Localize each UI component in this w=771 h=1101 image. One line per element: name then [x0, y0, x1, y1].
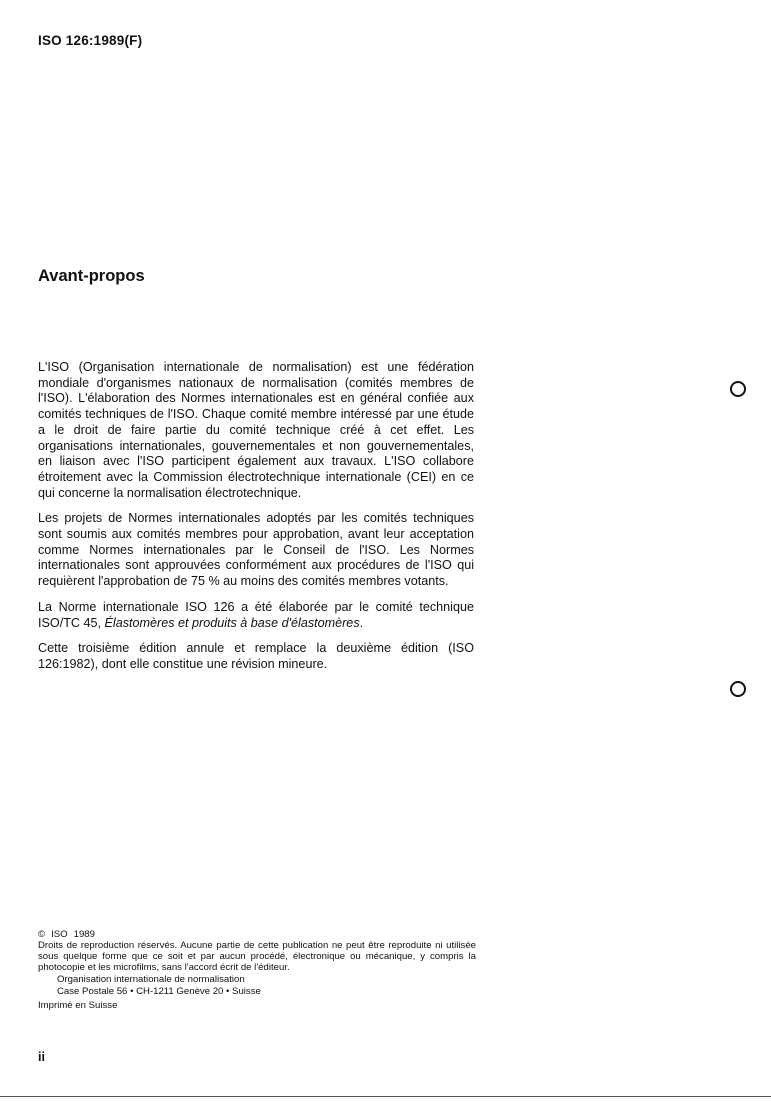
- paragraph-technical-committee: [38, 600, 474, 631]
- publisher-address: Case Postale 56 • CH-1211 Genève 20 • Suisse: [57, 986, 261, 997]
- copyright-rights: Droits de reproduction réservés. Aucune partie de cette publication ne peut être reproduite ni utilisée sous quelque forme que ce soit et par aucun procédé, électronique ou mécanique, y compris la photocopie et les microfilms, sans l'accord écrit de l'éditeur.: [38, 940, 476, 973]
- committee-intro-text: La Norme internationale ISO 126 a été élaborée par le comité technique ISO/TC 45,: [38, 599, 474, 630]
- page-number: ii: [38, 1050, 45, 1064]
- printed-in: Imprimé en Suisse: [38, 1000, 118, 1011]
- committee-name: Élastomères et produits à base d'élastomères: [104, 615, 360, 630]
- paragraph-edition-note: Cette troisième édition annule et remplace la deuxième édition (ISO 126:1982), dont elle constitue une révision mineure.: [38, 641, 474, 671]
- paragraph-approval-process: Les projets de Normes internationales adoptés par les comités techniques sont soumis aux comités membres pour approbation, avant leur acceptation comme Normes internationales par le Conseil de l'ISO. Les Normes internationales sont approuvées conformément aux procédures de l'ISO qui requièrent l'approbation de 75 % au moins des comités membres votants.: [38, 511, 474, 589]
- publisher-name: Organisation internationale de normalisation: [57, 974, 245, 985]
- punch-hole-upper: [730, 381, 746, 397]
- copyright-owner: ISO: [51, 929, 68, 940]
- section-title: Avant-propos: [38, 267, 145, 285]
- paragraph-iso-description: L'ISO (Organisation internationale de normalisation) est une fédération mondiale d'organismes nationaux de normalisation (comités membres de l'ISO). L'élaboration des Normes internationales est en général confiée aux comités techniques de l'ISO. Chaque comité membre intéressé par une étude a le droit de faire partie du comité technique créé à cet effet. Les organisations internationales, gouvernementales et non gouvernementales, en liaison avec l'ISO participent également aux travaux. L'ISO collabore étroitement avec la Commission électrotechnique internationale (CEI) en ce qui concerne la normalisation électrotechnique.: [38, 360, 474, 500]
- document-header: ISO 126:1989(F): [38, 33, 143, 48]
- punch-hole-lower: [730, 681, 746, 697]
- copyright-line: [38, 929, 476, 940]
- copyright-year: 1989: [73, 929, 95, 940]
- committee-end-punct: .: [359, 615, 364, 630]
- copyright-block: [38, 929, 476, 1011]
- copyright-symbol: ©: [38, 929, 46, 940]
- foreword-body: [38, 360, 474, 673]
- page-bottom-edge: [0, 1096, 771, 1097]
